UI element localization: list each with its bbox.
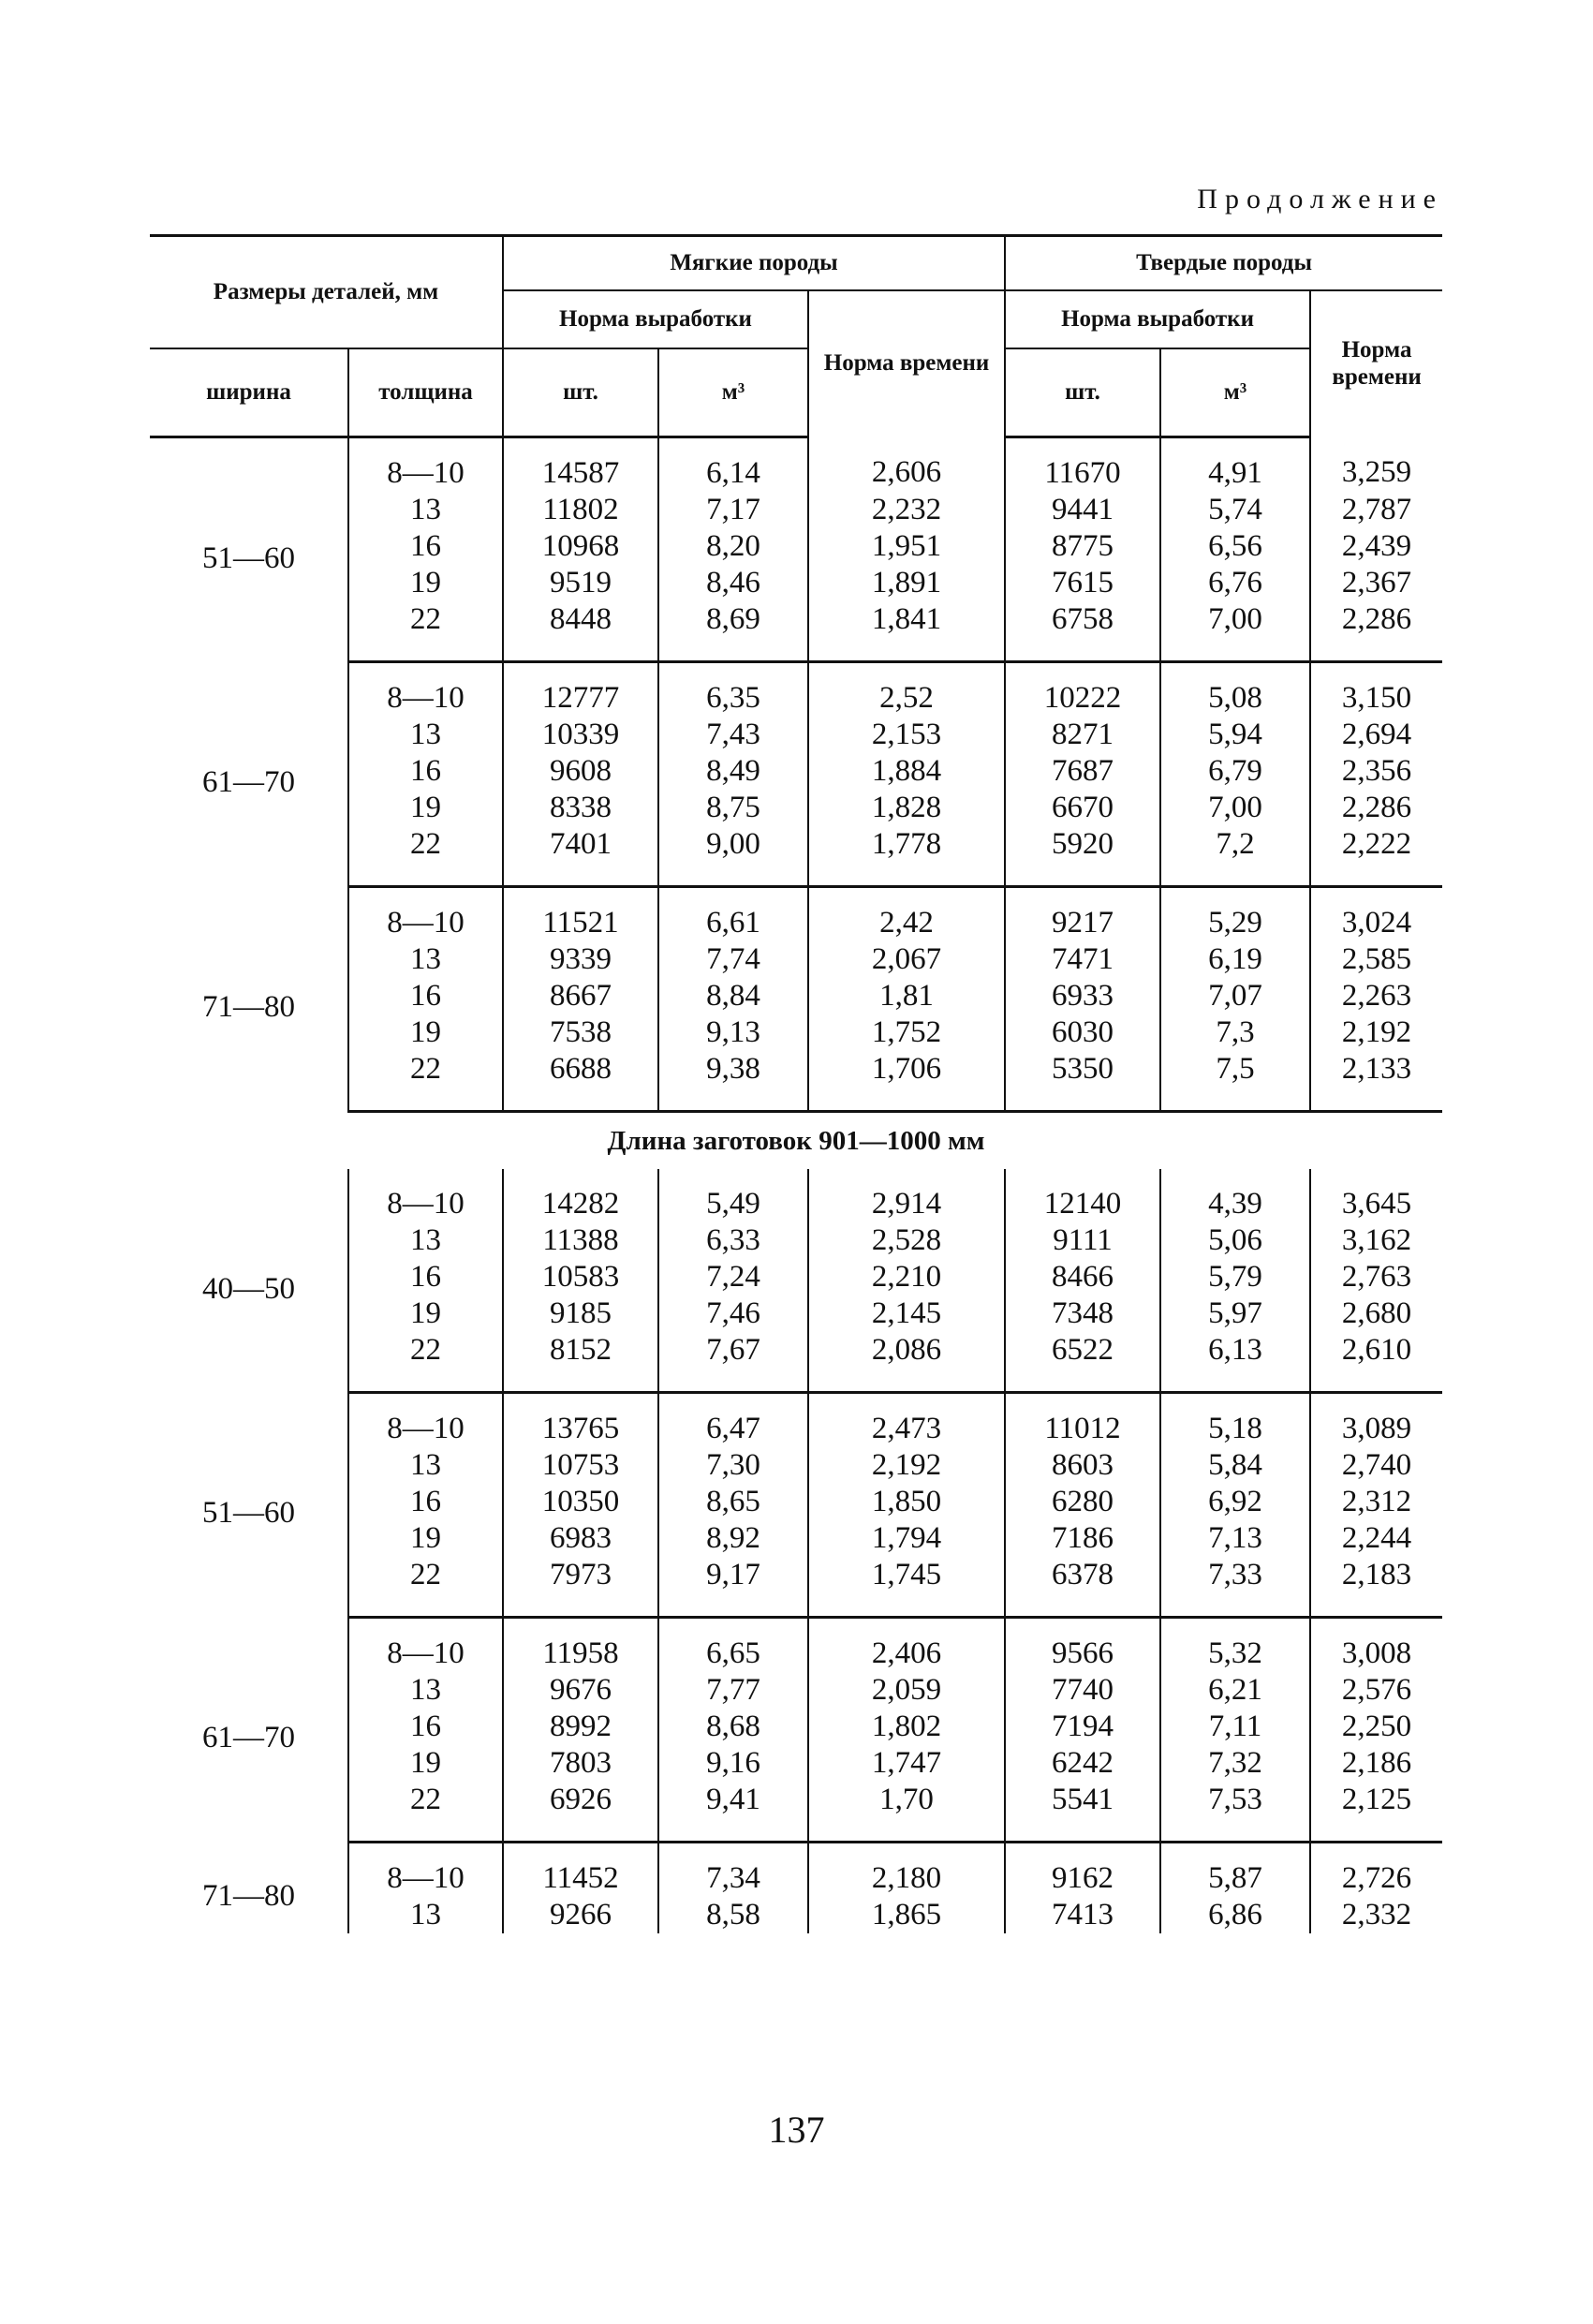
soft-time-cell: 1,891: [808, 565, 1005, 601]
hard-m3-cell: 6,56: [1160, 528, 1310, 565]
soft-pcs-cell: 9608: [503, 753, 658, 790]
header-soft-pcs: шт.: [503, 348, 658, 437]
hard-m3-cell: 5,94: [1160, 717, 1310, 753]
hard-pcs-cell: 5920: [1005, 826, 1160, 887]
table-row: [150, 662, 1442, 718]
soft-time-cell: 1,81: [808, 978, 1005, 1014]
table-row: [150, 1393, 1442, 1448]
soft-m3-cell: 8,75: [658, 790, 808, 826]
hard-time-cell: 2,312: [1310, 1484, 1442, 1520]
hard-m3-cell: 7,13: [1160, 1520, 1310, 1557]
thickness-cell: 22: [348, 1782, 503, 1843]
soft-pcs-cell: 9519: [503, 565, 658, 601]
soft-time-cell: 1,865: [808, 1897, 1005, 1933]
thickness-cell: 19: [348, 565, 503, 601]
soft-m3-cell: 9,41: [658, 1782, 808, 1843]
soft-m3-cell: 7,34: [658, 1843, 808, 1898]
hard-time-cell: 2,286: [1310, 790, 1442, 826]
hard-m3-cell: 7,11: [1160, 1709, 1310, 1745]
soft-time-cell: 2,180: [808, 1843, 1005, 1898]
soft-pcs-cell: 6926: [503, 1782, 658, 1843]
soft-pcs-cell: 11802: [503, 492, 658, 528]
soft-time-cell: 2,086: [808, 1332, 1005, 1393]
thickness-cell: 19: [348, 1745, 503, 1782]
hard-pcs-cell: 7687: [1005, 753, 1160, 790]
hard-pcs-cell: 7186: [1005, 1520, 1160, 1557]
soft-m3-cell: 9,38: [658, 1051, 808, 1112]
soft-m3-cell: 9,17: [658, 1557, 808, 1618]
hard-pcs-cell: 7194: [1005, 1709, 1160, 1745]
soft-m3-cell: 8,65: [658, 1484, 808, 1520]
hard-pcs-cell: 6670: [1005, 790, 1160, 826]
hard-m3-cell: 6,86: [1160, 1897, 1310, 1933]
soft-pcs-cell: 14587: [503, 437, 658, 493]
header-width: ширина: [150, 348, 348, 437]
soft-time-cell: 1,752: [808, 1014, 1005, 1051]
table-header: [150, 236, 1442, 437]
hard-m3-cell: 7,07: [1160, 978, 1310, 1014]
thickness-cell: 13: [348, 941, 503, 978]
thickness-cell: 8—10: [348, 1618, 503, 1673]
hard-time-cell: 2,286: [1310, 601, 1442, 662]
hard-m3-cell: 6,92: [1160, 1484, 1310, 1520]
hard-m3-cell: 5,87: [1160, 1843, 1310, 1898]
hard-pcs-cell: 9566: [1005, 1618, 1160, 1673]
hard-time-cell: 3,645: [1310, 1169, 1442, 1222]
hard-time-cell: 2,585: [1310, 941, 1442, 978]
soft-m3-cell: 6,33: [658, 1222, 808, 1259]
hard-pcs-cell: 11012: [1005, 1393, 1160, 1448]
table-row: [150, 1618, 1442, 1673]
soft-m3-cell: 8,20: [658, 528, 808, 565]
soft-time-cell: 2,153: [808, 717, 1005, 753]
thickness-cell: 13: [348, 1897, 503, 1933]
thickness-cell: 13: [348, 492, 503, 528]
thickness-cell: 16: [348, 1709, 503, 1745]
soft-pcs-cell: 7803: [503, 1745, 658, 1782]
soft-time-cell: 1,850: [808, 1484, 1005, 1520]
hard-time-cell: 2,186: [1310, 1745, 1442, 1782]
width-cell: 61—70: [202, 765, 295, 799]
thickness-cell: 22: [348, 1051, 503, 1112]
hard-pcs-cell: 6378: [1005, 1557, 1160, 1618]
hard-time-cell: 3,150: [1310, 662, 1442, 718]
soft-m3-cell: 7,43: [658, 717, 808, 753]
hard-pcs-cell: 8775: [1005, 528, 1160, 565]
soft-m3-cell: 7,67: [658, 1332, 808, 1393]
header-hard-pcs: шт.: [1005, 348, 1160, 437]
hard-time-cell: 2,192: [1310, 1014, 1442, 1051]
hard-pcs-cell: 6522: [1005, 1332, 1160, 1393]
soft-pcs-cell: 9266: [503, 1897, 658, 1933]
hard-time-cell: 2,740: [1310, 1447, 1442, 1484]
hard-pcs-cell: 7348: [1005, 1295, 1160, 1332]
soft-time-cell: 2,52: [808, 662, 1005, 718]
soft-m3-cell: 8,46: [658, 565, 808, 601]
thickness-cell: 22: [348, 1332, 503, 1393]
thickness-cell: 22: [348, 1557, 503, 1618]
thickness-cell: 22: [348, 826, 503, 887]
header-hard-norm-output: Норма выработки: [1005, 290, 1310, 348]
soft-time-cell: 1,802: [808, 1709, 1005, 1745]
soft-pcs-cell: 7973: [503, 1557, 658, 1618]
soft-m3-cell: 5,49: [658, 1169, 808, 1222]
soft-time-cell: 2,059: [808, 1672, 1005, 1709]
soft-time-cell: 1,706: [808, 1051, 1005, 1112]
hard-pcs-cell: 9441: [1005, 492, 1160, 528]
header-soft-m3: м³: [658, 348, 808, 437]
section-title-row: [150, 1112, 1442, 1170]
hard-time-cell: 2,263: [1310, 978, 1442, 1014]
hard-pcs-cell: 6280: [1005, 1484, 1160, 1520]
header-soft: Мягкие породы: [503, 236, 1005, 291]
soft-time-cell: 1,747: [808, 1745, 1005, 1782]
soft-time-cell: 2,528: [808, 1222, 1005, 1259]
continuation-label: Продолжение: [1197, 184, 1443, 215]
hard-pcs-cell: 7740: [1005, 1672, 1160, 1709]
soft-pcs-cell: 14282: [503, 1169, 658, 1222]
hard-time-cell: 3,008: [1310, 1618, 1442, 1673]
soft-m3-cell: 8,92: [658, 1520, 808, 1557]
thickness-cell: 8—10: [348, 1843, 503, 1898]
soft-pcs-cell: 10968: [503, 528, 658, 565]
thickness-cell: 8—10: [348, 887, 503, 942]
hard-pcs-cell: 8466: [1005, 1259, 1160, 1295]
thickness-cell: 8—10: [348, 437, 503, 493]
thickness-cell: 22: [348, 601, 503, 662]
hard-pcs-cell: 9162: [1005, 1843, 1160, 1898]
hard-m3-cell: 7,53: [1160, 1782, 1310, 1843]
soft-time-cell: 2,067: [808, 941, 1005, 978]
thickness-cell: 8—10: [348, 662, 503, 718]
soft-time-cell: 2,473: [808, 1393, 1005, 1448]
hard-m3-cell: 5,08: [1160, 662, 1310, 718]
thickness-cell: 13: [348, 1222, 503, 1259]
hard-pcs-cell: 6242: [1005, 1745, 1160, 1782]
thickness-cell: 16: [348, 528, 503, 565]
thickness-cell: 19: [348, 1295, 503, 1332]
hard-pcs-cell: 7615: [1005, 565, 1160, 601]
table-body: [150, 437, 1442, 1934]
section-title: Длина заготовок 901—1000 мм: [607, 1126, 985, 1156]
hard-m3-cell: 6,13: [1160, 1332, 1310, 1393]
table-row: [150, 1843, 1442, 1898]
table-row: [150, 1169, 1442, 1222]
hard-m3-cell: 6,76: [1160, 565, 1310, 601]
soft-m3-cell: 7,46: [658, 1295, 808, 1332]
hard-pcs-cell: 6758: [1005, 601, 1160, 662]
thickness-cell: 16: [348, 978, 503, 1014]
soft-time-cell: 1,745: [808, 1557, 1005, 1618]
thickness-cell: 16: [348, 753, 503, 790]
soft-pcs-cell: 11958: [503, 1618, 658, 1673]
soft-time-cell: 1,828: [808, 790, 1005, 826]
hard-m3-cell: 6,21: [1160, 1672, 1310, 1709]
header-hard-norm-time: Норма времени: [1310, 290, 1442, 437]
hard-time-cell: 2,367: [1310, 565, 1442, 601]
soft-pcs-cell: 8992: [503, 1709, 658, 1745]
soft-pcs-cell: 10339: [503, 717, 658, 753]
hard-time-cell: 3,259: [1310, 437, 1442, 493]
soft-pcs-cell: 13765: [503, 1393, 658, 1448]
hard-pcs-cell: 8603: [1005, 1447, 1160, 1484]
soft-pcs-cell: 6983: [503, 1520, 658, 1557]
hard-time-cell: 2,222: [1310, 826, 1442, 887]
hard-pcs-cell: 12140: [1005, 1169, 1160, 1222]
soft-m3-cell: 6,61: [658, 887, 808, 942]
hard-time-cell: 2,125: [1310, 1782, 1442, 1843]
thickness-cell: 19: [348, 790, 503, 826]
hard-pcs-cell: 11670: [1005, 437, 1160, 493]
soft-pcs-cell: 9676: [503, 1672, 658, 1709]
soft-m3-cell: 9,16: [658, 1745, 808, 1782]
soft-pcs-cell: 7401: [503, 826, 658, 887]
soft-time-cell: 1,841: [808, 601, 1005, 662]
thickness-cell: 13: [348, 717, 503, 753]
norms-table: [150, 234, 1442, 1933]
hard-time-cell: 2,610: [1310, 1332, 1442, 1393]
hard-m3-cell: 7,2: [1160, 826, 1310, 887]
soft-pcs-cell: 9185: [503, 1295, 658, 1332]
hard-pcs-cell: 5350: [1005, 1051, 1160, 1112]
soft-pcs-cell: 11521: [503, 887, 658, 942]
hard-time-cell: 2,439: [1310, 528, 1442, 565]
soft-time-cell: 2,210: [808, 1259, 1005, 1295]
hard-m3-cell: 5,84: [1160, 1447, 1310, 1484]
hard-m3-cell: 7,3: [1160, 1014, 1310, 1051]
hard-pcs-cell: 5541: [1005, 1782, 1160, 1843]
soft-pcs-cell: 6688: [503, 1051, 658, 1112]
soft-m3-cell: 6,14: [658, 437, 808, 493]
hard-m3-cell: 5,32: [1160, 1618, 1310, 1673]
hard-time-cell: 2,133: [1310, 1051, 1442, 1112]
soft-pcs-cell: 8152: [503, 1332, 658, 1393]
width-cell: 51—60: [202, 540, 295, 575]
thickness-cell: 13: [348, 1672, 503, 1709]
soft-time-cell: 2,406: [808, 1618, 1005, 1673]
soft-time-cell: 2,42: [808, 887, 1005, 942]
width-cell: 61—70: [202, 1721, 295, 1754]
hard-pcs-cell: 7471: [1005, 941, 1160, 978]
soft-pcs-cell: 8667: [503, 978, 658, 1014]
header-thickness: толщина: [348, 348, 503, 437]
soft-pcs-cell: 11452: [503, 1843, 658, 1898]
soft-m3-cell: 6,65: [658, 1618, 808, 1673]
hard-m3-cell: 5,97: [1160, 1295, 1310, 1332]
hard-pcs-cell: 9217: [1005, 887, 1160, 942]
hard-time-cell: 2,680: [1310, 1295, 1442, 1332]
soft-m3-cell: 7,24: [658, 1259, 808, 1295]
soft-m3-cell: 8,69: [658, 601, 808, 662]
soft-m3-cell: 9,00: [658, 826, 808, 887]
soft-pcs-cell: 10350: [503, 1484, 658, 1520]
hard-m3-cell: 5,74: [1160, 492, 1310, 528]
hard-m3-cell: 7,5: [1160, 1051, 1310, 1112]
thickness-cell: 13: [348, 1447, 503, 1484]
hard-m3-cell: 7,00: [1160, 790, 1310, 826]
soft-pcs-cell: 7538: [503, 1014, 658, 1051]
hard-time-cell: 2,763: [1310, 1259, 1442, 1295]
hard-time-cell: 2,787: [1310, 492, 1442, 528]
soft-m3-cell: 9,13: [658, 1014, 808, 1051]
soft-time-cell: 2,914: [808, 1169, 1005, 1222]
hard-m3-cell: 5,79: [1160, 1259, 1310, 1295]
soft-m3-cell: 8,58: [658, 1897, 808, 1933]
width-cell: 71—80: [202, 1878, 295, 1913]
soft-m3-cell: 7,30: [658, 1447, 808, 1484]
page-number: 137: [768, 2109, 825, 2151]
hard-m3-cell: 4,39: [1160, 1169, 1310, 1222]
soft-time-cell: 1,794: [808, 1520, 1005, 1557]
header-soft-norm-output: Норма выработки: [503, 290, 808, 348]
soft-pcs-cell: 12777: [503, 662, 658, 718]
soft-m3-cell: 6,47: [658, 1393, 808, 1448]
soft-m3-cell: 8,68: [658, 1709, 808, 1745]
hard-time-cell: 3,089: [1310, 1393, 1442, 1448]
hard-m3-cell: 4,91: [1160, 437, 1310, 493]
table-row: [150, 437, 1442, 493]
width-cell: 51—60: [202, 1496, 295, 1530]
soft-time-cell: 1,884: [808, 753, 1005, 790]
soft-m3-cell: 7,77: [658, 1672, 808, 1709]
soft-pcs-cell: 8338: [503, 790, 658, 826]
soft-m3-cell: 7,74: [658, 941, 808, 978]
soft-m3-cell: 8,84: [658, 978, 808, 1014]
hard-m3-cell: 5,29: [1160, 887, 1310, 942]
hard-time-cell: 2,250: [1310, 1709, 1442, 1745]
hard-m3-cell: 6,79: [1160, 753, 1310, 790]
soft-time-cell: 2,192: [808, 1447, 1005, 1484]
hard-time-cell: 3,024: [1310, 887, 1442, 942]
hard-m3-cell: 5,18: [1160, 1393, 1310, 1448]
hard-pcs-cell: 9111: [1005, 1222, 1160, 1259]
soft-pcs-cell: 8448: [503, 601, 658, 662]
thickness-cell: 8—10: [348, 1393, 503, 1448]
thickness-cell: 16: [348, 1484, 503, 1520]
soft-m3-cell: 7,17: [658, 492, 808, 528]
hard-m3-cell: 7,00: [1160, 601, 1310, 662]
header-hard: Твердые породы: [1005, 236, 1442, 291]
soft-time-cell: 2,232: [808, 492, 1005, 528]
hard-pcs-cell: 6933: [1005, 978, 1160, 1014]
hard-time-cell: 2,576: [1310, 1672, 1442, 1709]
soft-pcs-cell: 10753: [503, 1447, 658, 1484]
soft-pcs-cell: 10583: [503, 1259, 658, 1295]
hard-time-cell: 2,726: [1310, 1843, 1442, 1898]
thickness-cell: 8—10: [348, 1169, 503, 1222]
header-hard-m3: м³: [1160, 348, 1310, 437]
hard-time-cell: 2,332: [1310, 1897, 1442, 1933]
soft-m3-cell: 6,35: [658, 662, 808, 718]
soft-time-cell: 2,606: [808, 437, 1005, 493]
soft-time-cell: 2,145: [808, 1295, 1005, 1332]
hard-pcs-cell: 8271: [1005, 717, 1160, 753]
soft-pcs-cell: 11388: [503, 1222, 658, 1259]
soft-time-cell: 1,951: [808, 528, 1005, 565]
hard-time-cell: 2,244: [1310, 1520, 1442, 1557]
table-row: [150, 887, 1442, 942]
hard-time-cell: 2,356: [1310, 753, 1442, 790]
hard-pcs-cell: 10222: [1005, 662, 1160, 718]
width-cell: 40—50: [202, 1271, 295, 1306]
header-dimensions: Размеры деталей, мм: [150, 236, 503, 349]
hard-m3-cell: 6,19: [1160, 941, 1310, 978]
hard-m3-cell: 7,32: [1160, 1745, 1310, 1782]
soft-time-cell: 1,778: [808, 826, 1005, 887]
hard-m3-cell: 5,06: [1160, 1222, 1310, 1259]
soft-time-cell: 1,70: [808, 1782, 1005, 1843]
header-soft-norm-time: Норма времени: [808, 290, 1005, 437]
hard-time-cell: 3,162: [1310, 1222, 1442, 1259]
hard-time-cell: 2,183: [1310, 1557, 1442, 1618]
soft-m3-cell: 8,49: [658, 753, 808, 790]
hard-m3-cell: 7,33: [1160, 1557, 1310, 1618]
thickness-cell: 19: [348, 1520, 503, 1557]
soft-pcs-cell: 9339: [503, 941, 658, 978]
thickness-cell: 19: [348, 1014, 503, 1051]
hard-pcs-cell: 7413: [1005, 1897, 1160, 1933]
hard-time-cell: 2,694: [1310, 717, 1442, 753]
hard-pcs-cell: 6030: [1005, 1014, 1160, 1051]
width-cell: 71—80: [202, 990, 295, 1024]
thickness-cell: 16: [348, 1259, 503, 1295]
